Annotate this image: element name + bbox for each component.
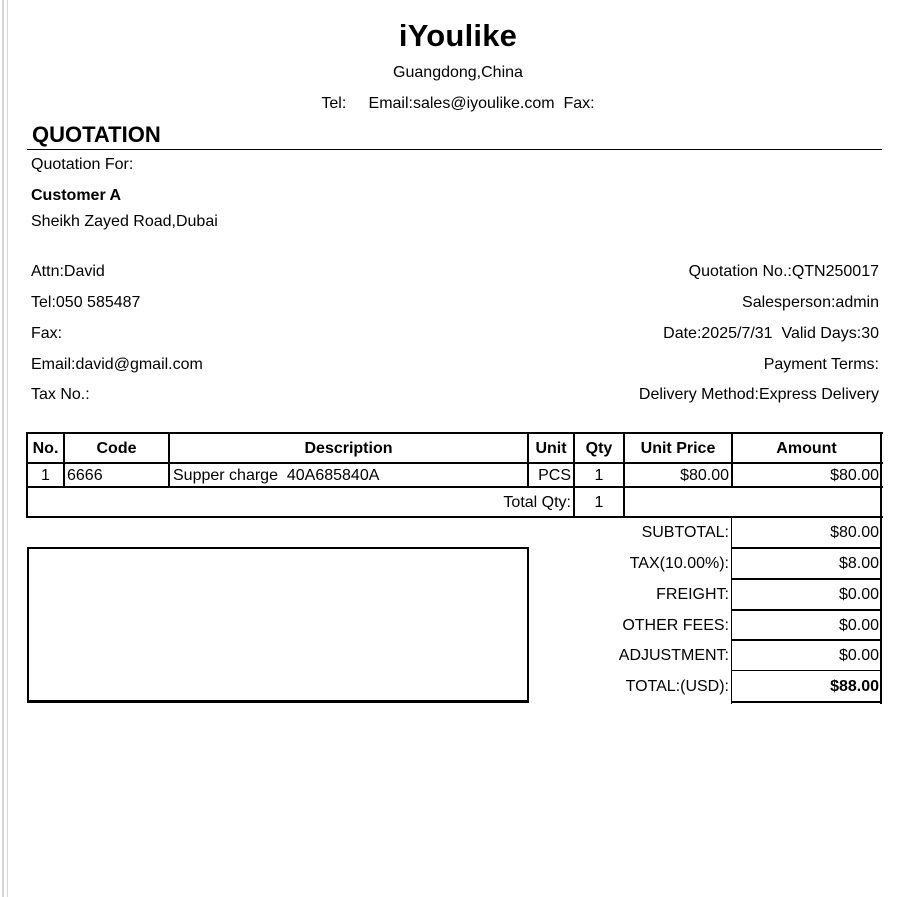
total-qty-label: Total Qty: [503, 493, 571, 511]
item-qty: 1 [594, 466, 604, 484]
table-border [732, 670, 882, 671]
notes-box [27, 547, 529, 703]
subtotal-label: SUBTOTAL: [641, 523, 729, 541]
column-header-description: Description [304, 439, 393, 457]
document-title: QUOTATION [32, 122, 161, 147]
customer-email: Email:david@gmail.com [31, 356, 203, 373]
item-code: 6666 [67, 466, 103, 484]
date-valid-days: Date:2025/7/31 Valid Days:30 [663, 325, 879, 342]
company-name: iYoulike [398, 18, 518, 53]
column-header-amount: Amount [776, 439, 837, 457]
customer-tel: Tel:050 585487 [31, 294, 141, 311]
customer-attn: Attn:David [31, 263, 105, 280]
delivery-method: Delivery Method:Express Delivery [638, 386, 879, 403]
item-unit: PCS [538, 466, 571, 484]
table-border [880, 432, 882, 704]
freight-label: FREIGHT: [656, 585, 729, 603]
company-contact: Tel: Email:sales@iyoulike.com Fax: [321, 95, 595, 112]
column-header-unit-price: Unit Price [640, 439, 716, 457]
customer-fax: Fax: [31, 325, 63, 342]
item-unit-price: $80.00 [680, 466, 729, 484]
customer-tax-no: Tax No.: [31, 386, 90, 403]
column-header-unit: Unit [535, 439, 567, 457]
title-divider [27, 149, 882, 150]
column-header-no: No. [32, 439, 59, 457]
customer-address: Sheikh Zayed Road,Dubai [31, 213, 218, 230]
freight-value: $0.00 [838, 585, 879, 603]
table-border [732, 701, 882, 703]
item-description: Supper charge 40A685840A [173, 466, 380, 484]
item-amount: $80.00 [830, 466, 879, 484]
quotation-for-label: Quotation For: [31, 156, 134, 173]
page-edge-line [7, 0, 8, 897]
item-no: 1 [41, 466, 50, 484]
total-qty-value: 1 [594, 493, 604, 511]
tax-value: $8.00 [838, 554, 879, 572]
salesperson: Salesperson:admin [742, 294, 879, 311]
adjustment-label: ADJUSTMENT: [618, 646, 729, 664]
other-fees-label: OTHER FEES: [622, 616, 729, 634]
column-header-code: Code [96, 439, 137, 457]
subtotal-value: $80.00 [830, 523, 879, 541]
page-edge-line [2, 0, 4, 897]
grand-total-label: TOTAL:(USD): [625, 677, 729, 695]
grand-total-value: $88.00 [830, 677, 879, 695]
other-fees-value: $0.00 [838, 616, 879, 634]
adjustment-value: $0.00 [838, 646, 879, 664]
tax-label: TAX(10.00%): [629, 554, 729, 572]
company-address: Guangdong,China [393, 64, 523, 81]
quotation-number: Quotation No.:QTN250017 [688, 263, 879, 280]
customer-name: Customer A [31, 187, 122, 204]
payment-terms: Payment Terms: [763, 356, 879, 373]
column-header-qty: Qty [585, 439, 613, 457]
